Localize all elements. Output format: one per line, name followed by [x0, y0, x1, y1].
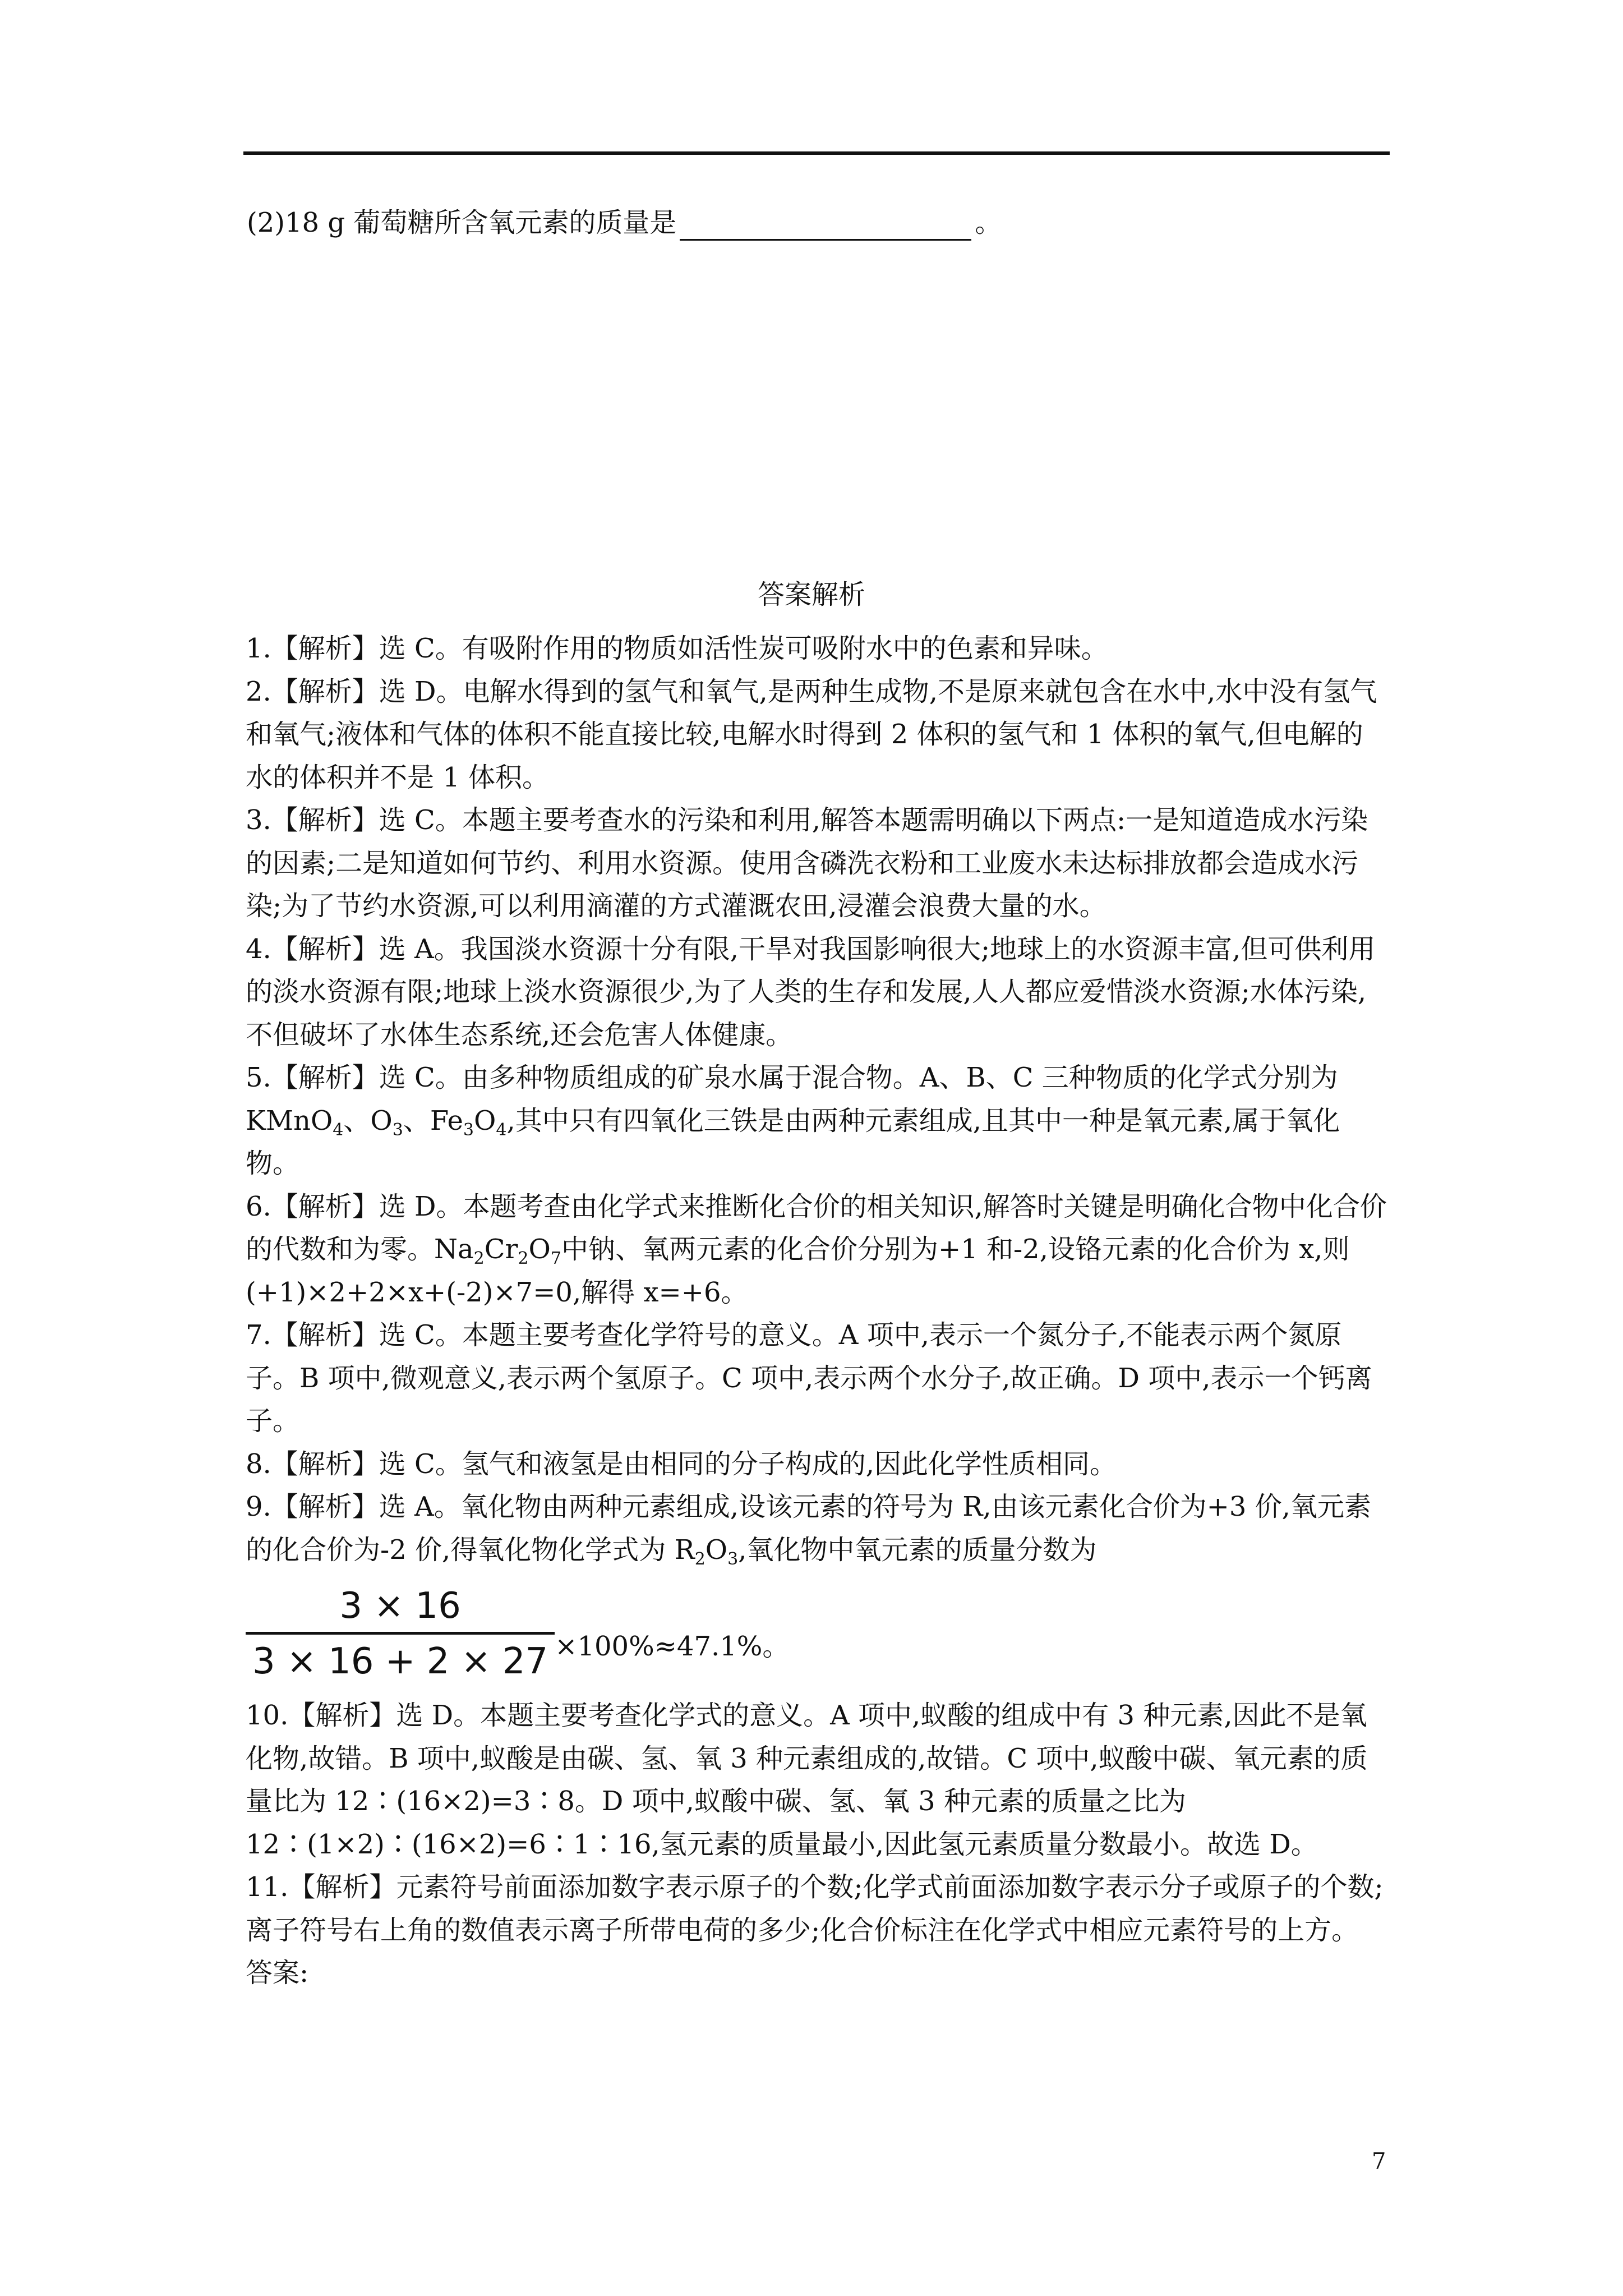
answer-4: 4.【解析】选 A。我国淡水资源十分有限,干旱对我国影响很大;地球上的水资源丰富,但可供利用的淡水资源有限;地球上淡水资源很少,为了人类的生存和发展,人人都应爱惜淡水资源;水体污染,不但破坏了水体生态系统,还会危害人体健康。	[246, 933, 1376, 1051]
answer-blank	[680, 211, 971, 241]
question-2-suffix: 。	[975, 207, 1002, 238]
answer-list	[246, 627, 1390, 1995]
question-2	[247, 205, 1002, 241]
fraction-denominator: 3 × 16 + 2 × 27	[246, 1632, 555, 1684]
answer-7: 7.【解析】选 C。本题主要考查化学符号的意义。A 项中,表示一个氮分子,不能表示两个氮原子。B 项中,微观意义,表示两个氢原子。C 项中,表示两个水分子,故正确。D 项中,表示一个钙离子。	[246, 1319, 1372, 1437]
answer-3: 3.【解析】选 C。本题主要考查水的污染和利用,解答本题需明确以下两点:一是知道造成水污染的因素;二是知道如何节约、利用水资源。使用含磷洗衣粉和工业废水未达标排放都会造成水污染;为了节约水资源,可以利用滴灌的方式灌溉农田,浸灌会浪费大量的水。	[246, 804, 1368, 922]
answer-11: 11.【解析】元素符号前面添加数字表示原子的个数;化学式前面添加数字表示分子或原子的个数;离子符号右上角的数值表示离子所带电荷的多少;化合价标注在化学式中相应元素符号的上方。	[246, 1871, 1384, 1946]
answer-6: 6.【解析】选 D。本题考查由化学式来推断化合价的相关知识,解答时关键是明确化合物中化合价的代数和为零。$Na_2Cr_2O_7$中钠、氧两元素的化合价分别为+1 和-2,设铬元素的化合价为 x,则(+1)×2+2×x+(-2)×7=0,解得 x=+6。	[246, 1190, 1387, 1308]
page-number: 7	[1372, 2148, 1386, 2174]
header-rule	[243, 151, 1390, 155]
answer-9: 9.【解析】选 A。氧化物由两种元素组成,设该元素的符号为 R,由该元素化合价为+3 价,氧元素的化合价为-2 价,得氧化物化学式为 $R_2O_3$,氧化物中氧元素的质量分数为	[246, 1491, 1371, 1569]
answer-8: 8.【解析】选 C。氢气和液氢是由相同的分子构成的,因此化学性质相同。	[246, 1448, 1117, 1480]
answers-title: 答案解析	[757, 579, 865, 610]
fraction	[246, 1584, 555, 1684]
answer-5: 5.【解析】选 C。由多种物质组成的矿泉水属于混合物。A、B、C 三种物质的化学式分别为 KMnO$_4$、$O_3$、$Fe_3O_4$,其中只有四氧化三铁是由两种元素组成,且其中一种是氧元素,属于氧化物。	[246, 1062, 1340, 1179]
fraction-result: ×100%≈47.1%。	[555, 1631, 790, 1662]
answer-1: 1.【解析】选 C。有吸附作用的物质如活性炭可吸附水中的色素和异味。	[246, 633, 1108, 664]
answer-10: 10.【解析】选 D。本题主要考查化学式的意义。A 项中,蚁酸的组成中有 3 种元素,因此不是氧化物,故错。B 项中,蚁酸是由碳、氢、氧 3 种元素组成的,故错。C 项中,蚁酸中碳、氧元素的质量比为 12∶(16×2)=3∶8。D 项中,蚁酸中碳、氢、氧 3 种元素的质量之比为 12∶(1×2)∶(16×2)=6∶1∶16,氢元素的质量最小,因此氢元素质量分数最小。故选 D。	[246, 1700, 1368, 1860]
fraction-numerator: 3 × 16	[339, 1585, 461, 1627]
question-2-text: (2)18 g 葡萄糖所含氧元素的质量是	[247, 207, 677, 238]
mass-fraction-formula	[246, 1577, 1390, 1691]
answer-2: 2.【解析】选 D。电解水得到的氢气和氧气,是两种生成物,不是原来就包含在水中,水中没有氢气和氧气;液体和气体的体积不能直接比较,电解水时得到 2 体积的氢气和 1 体积的氧气,但电解的水的体积并不是 1 体积。	[246, 675, 1377, 793]
answer-label: 答案:	[246, 1957, 309, 1989]
